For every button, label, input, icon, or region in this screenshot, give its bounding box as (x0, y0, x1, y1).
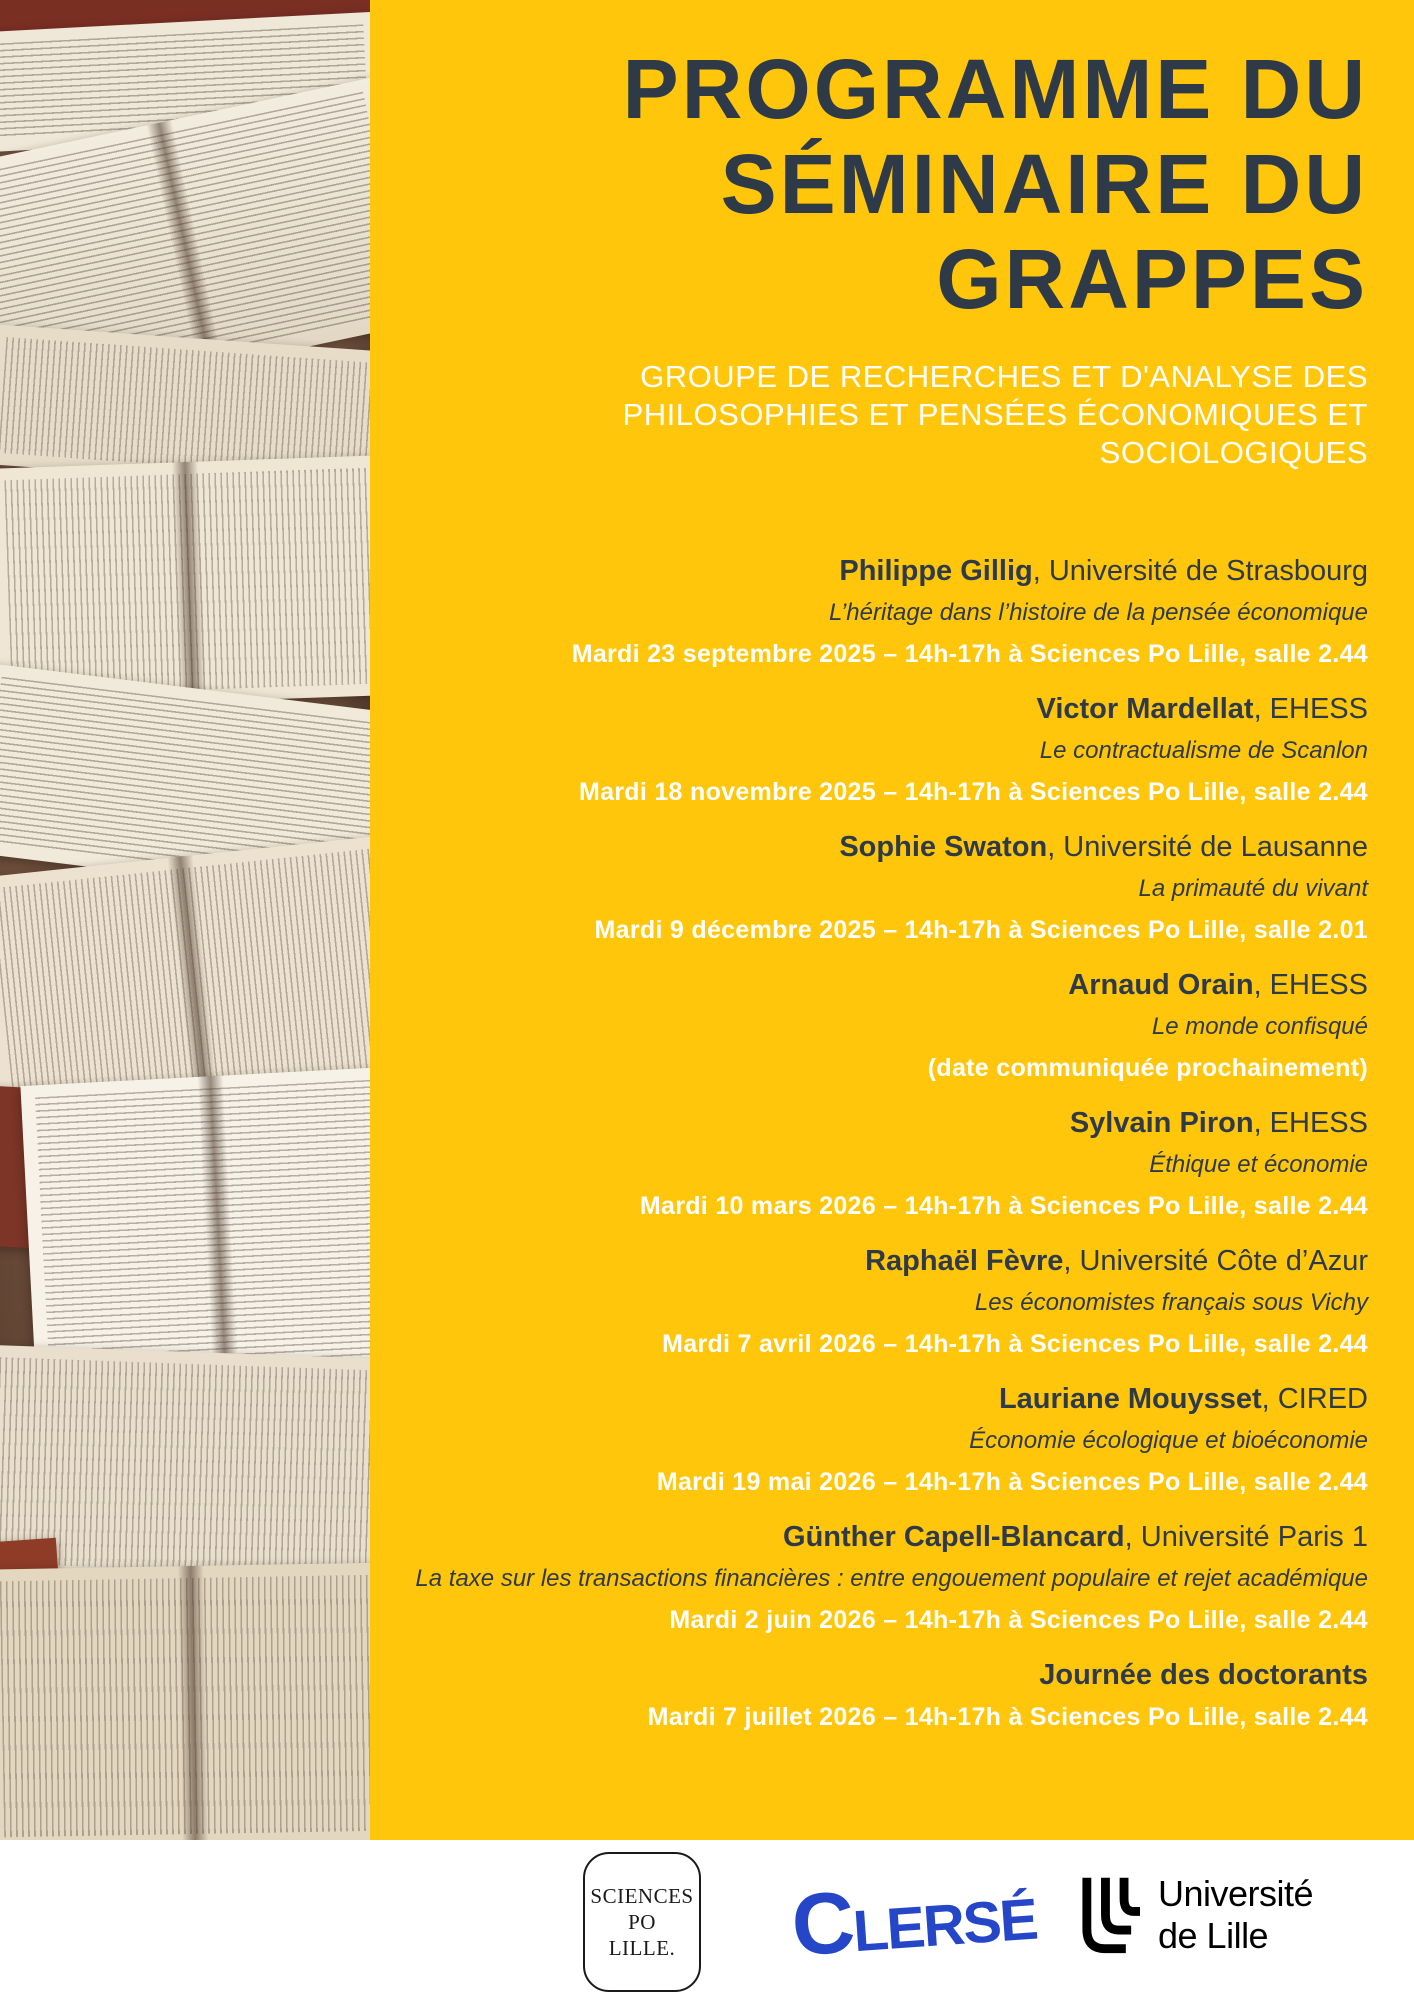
session-datetime: Mardi 7 juillet 2026 – 14h-17h à Sciences Po Lille, salle 2.44 (647, 1703, 1368, 1731)
sciences-po-line-1: SCIENCES (590, 1884, 694, 1908)
sessions-list (60, 552, 1368, 1753)
session-item (60, 1518, 1368, 1638)
speaker-affiliation: , EHESS (1253, 969, 1368, 1001)
session-item (60, 690, 1368, 810)
poster-subtitle (623, 358, 1368, 472)
subtitle-line-2: PHILOSOPHIES ET PENSÉES ÉCONOMIQUES ET (622, 397, 1368, 432)
universite-lille-line-1: Université (1158, 1873, 1314, 1914)
session-item (60, 966, 1368, 1086)
talk-title: La primauté du vivant (1138, 875, 1368, 902)
speaker-affiliation: , Université Côte d’Azur (1063, 1245, 1368, 1277)
sciences-po-lille-logo (583, 1852, 701, 1992)
talk-title: Les économistes français sous Vichy (974, 1289, 1368, 1316)
speaker-name: Victor Mardellat (1036, 693, 1254, 725)
session-speaker-line (60, 690, 1368, 728)
sciences-po-line-2: PO (628, 1910, 656, 1934)
session-speaker-line (60, 552, 1368, 590)
subtitle-line-3: SOCIOLOGIQUES (1099, 435, 1368, 470)
talk-title: L’héritage dans l’histoire de la pensée économique (828, 599, 1368, 626)
speaker-name: Sylvain Piron (1069, 1107, 1254, 1139)
talk-title: La taxe sur les transactions financières : entre engouement populaire et rejet académique (415, 1565, 1368, 1592)
session-item (60, 1380, 1368, 1500)
session-speaker-line (60, 1104, 1368, 1142)
session-speaker-line (60, 828, 1368, 866)
subtitle-line-1: GROUPE DE RECHERCHES ET D'ANALYSE DES (640, 359, 1368, 394)
talk-title: Économie écologique et bioéconomie (969, 1427, 1368, 1454)
speaker-name: Raphaël Fèvre (865, 1245, 1064, 1277)
talk-title: Éthique et économie (1149, 1151, 1368, 1178)
session-datetime: Mardi 10 mars 2026 – 14h-17h à Sciences Po Lille, salle 2.44 (639, 1192, 1368, 1220)
session-datetime: (date communiquée prochainement) (927, 1054, 1368, 1082)
universite-lille-line-2: de Lille (1158, 1915, 1269, 1956)
footer-logos (0, 1840, 1414, 2000)
session-datetime: Mardi 2 juin 2026 – 14h-17h à Sciences Po Lille, salle 2.44 (669, 1606, 1368, 1634)
speaker-name: Lauriane Mouysset (998, 1383, 1262, 1415)
speaker-affiliation: , EHESS (1253, 1107, 1368, 1139)
universite-lille-text (1158, 1873, 1313, 1957)
speaker-name: Sophie Swaton (839, 831, 1048, 863)
universite-lille-logo (1078, 1870, 1313, 1960)
session-item (60, 552, 1368, 672)
session-datetime: Mardi 7 avril 2026 – 14h-17h à Sciences Po Lille, salle 2.44 (662, 1330, 1368, 1358)
speaker-affiliation: , EHESS (1253, 693, 1368, 725)
lll-monogram-icon (1078, 1870, 1140, 1960)
speaker-name: Arnaud Orain (1068, 969, 1254, 1001)
session-item (60, 1104, 1368, 1224)
talk-title: Le monde confisqué (1151, 1013, 1368, 1040)
title-line-1: PROGRAMME DU (622, 42, 1368, 136)
session-datetime: Mardi 19 mai 2026 – 14h-17h à Sciences Po Lille, salle 2.44 (656, 1468, 1368, 1496)
session-item (60, 1656, 1368, 1735)
session-datetime: Mardi 23 septembre 2025 – 14h-17h à Sciences Po Lille, salle 2.44 (571, 640, 1368, 668)
clerse-logo: CLERSÉ (788, 1873, 1039, 1975)
session-item (60, 828, 1368, 948)
session-item (60, 1242, 1368, 1362)
speaker-affiliation: , Université de Lausanne (1047, 831, 1368, 863)
speaker-affiliation: , Université Paris 1 (1124, 1521, 1368, 1553)
title-line-3: GRAPPES (936, 232, 1368, 326)
session-speaker-line (60, 1380, 1368, 1418)
session-speaker-line (60, 1242, 1368, 1280)
session-datetime: Mardi 9 décembre 2025 – 14h-17h à Sciences Po Lille, salle 2.01 (594, 916, 1368, 944)
speaker-name: Philippe Gillig (839, 555, 1033, 587)
speaker-affiliation: , CIRED (1261, 1383, 1368, 1415)
session-speaker-line (60, 966, 1368, 1004)
speaker-affiliation: , Université de Strasbourg (1032, 555, 1368, 587)
speaker-name: Günther Capell-Blancard (783, 1521, 1125, 1553)
poster-title (623, 42, 1368, 327)
title-line-2: SÉMINAIRE DU (720, 137, 1368, 231)
session-datetime: Mardi 18 novembre 2025 – 14h-17h à Sciences Po Lille, salle 2.44 (578, 778, 1368, 806)
sciences-po-line-3: LILLE. (608, 1936, 676, 1960)
speaker-name: Journée des doctorants (1039, 1659, 1368, 1691)
session-speaker-line (60, 1518, 1368, 1556)
session-speaker-line (60, 1656, 1368, 1694)
talk-title: Le contractualisme de Scanlon (1039, 737, 1368, 764)
